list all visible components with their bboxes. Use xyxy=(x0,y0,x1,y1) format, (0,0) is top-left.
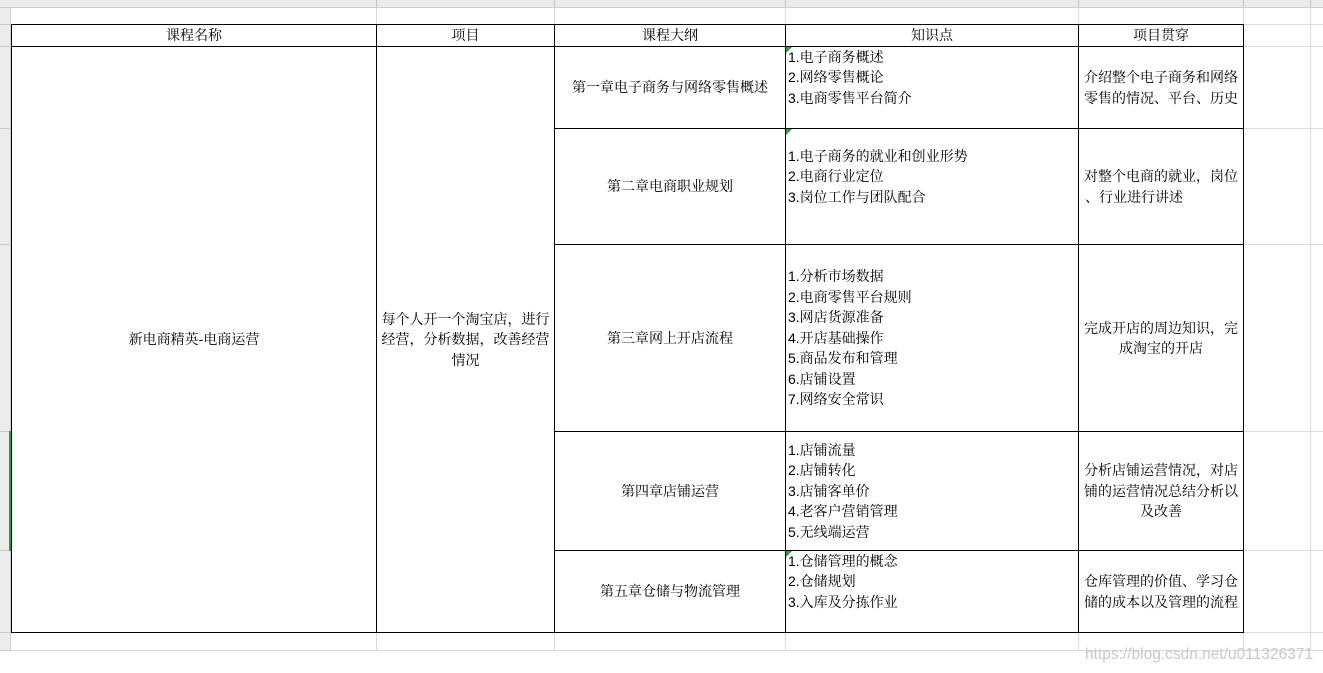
project-through-line: 完成开店的周边知识，完 xyxy=(1084,319,1238,336)
gridline xyxy=(785,8,786,24)
row-separator[interactable] xyxy=(0,650,10,651)
column-separator[interactable] xyxy=(785,0,786,7)
gridline xyxy=(1310,8,1311,651)
column-separator[interactable] xyxy=(1078,0,1079,7)
knowledge-point: 4.老客户营销管理 xyxy=(788,503,898,520)
gridline xyxy=(1244,128,1323,129)
knowledge-point: 7.网络安全常识 xyxy=(788,391,884,408)
gridline xyxy=(1244,431,1323,432)
knowledge-point: 2.电商零售平台规则 xyxy=(788,288,912,305)
outline-cell[interactable] xyxy=(555,432,786,551)
knowledge-point: 2.电商行业定位 xyxy=(788,168,884,185)
project-through-cell[interactable] xyxy=(1079,432,1244,551)
column-separator[interactable] xyxy=(376,0,377,7)
header-cell-knowledge-points[interactable] xyxy=(786,25,1079,47)
course-table xyxy=(11,24,1244,633)
gridline xyxy=(1244,550,1323,551)
column-separator[interactable] xyxy=(1310,0,1311,7)
chapter-title: 第四章店铺运营 xyxy=(621,482,719,499)
row-separator[interactable] xyxy=(0,244,10,245)
gridline xyxy=(785,633,786,650)
project-line: 经营，分析数据，改善经营 xyxy=(381,331,550,348)
project-line: 每个人开一个淘宝店，进行 xyxy=(381,310,550,327)
gridline xyxy=(1244,24,1323,25)
outline-cell[interactable] xyxy=(555,47,786,129)
project-line: 情况 xyxy=(451,351,480,368)
column-separator[interactable] xyxy=(1243,0,1244,7)
chapter-title: 第五章仓储与物流管理 xyxy=(600,583,740,600)
gridline xyxy=(554,633,555,650)
chapter-title: 第一章电子商务与网络零售概述 xyxy=(572,79,768,96)
knowledge-point: 3.电商零售平台简介 xyxy=(788,89,912,106)
project-through-line: 储的成本以及管理的流程 xyxy=(1084,593,1238,610)
error-indicator-icon[interactable] xyxy=(786,129,792,135)
chapter-title: 第三章网上开店流程 xyxy=(607,329,733,346)
watermark: https://blog.csdn.net/u011326371 xyxy=(1085,646,1314,663)
course-name-cell[interactable] xyxy=(12,47,377,633)
project-through-line: 分析店铺运营情况，对店 xyxy=(1084,462,1238,479)
header-label: 课程大纲 xyxy=(642,27,698,44)
header-cell-course-name[interactable] xyxy=(12,25,377,47)
outline-cell[interactable] xyxy=(555,551,786,633)
header-label: 项目 xyxy=(451,27,480,44)
row-separator[interactable] xyxy=(0,128,10,129)
knowledge-points-cell[interactable] xyxy=(786,245,1079,432)
project-through-line: 零售的情况、平台、历史 xyxy=(1084,89,1238,106)
gridline xyxy=(11,650,1244,651)
knowledge-points-cell[interactable] xyxy=(786,47,1079,129)
header-label: 项目贯穿 xyxy=(1133,27,1189,44)
knowledge-point: 1.仓储管理的概念 xyxy=(788,552,898,569)
row-separator[interactable] xyxy=(0,632,10,633)
knowledge-point: 3.岗位工作与团队配合 xyxy=(788,188,926,205)
header-label: 知识点 xyxy=(911,27,953,44)
knowledge-point: 5.无线端运营 xyxy=(788,523,870,540)
knowledge-point: 1.电子商务概述 xyxy=(788,48,884,65)
chapter-title: 第二章电商职业规划 xyxy=(607,178,733,195)
gridline xyxy=(1243,8,1244,24)
course-name: 新电商精英-电商运营 xyxy=(128,331,260,348)
error-indicator-icon[interactable] xyxy=(786,47,792,53)
knowledge-point: 1.电子商务的就业和创业形势 xyxy=(788,147,968,164)
outline-cell[interactable] xyxy=(555,129,786,245)
knowledge-point: 1.分析市场数据 xyxy=(788,268,884,285)
column-separator[interactable] xyxy=(554,0,555,7)
gridline xyxy=(376,633,377,650)
knowledge-point: 3.店铺客单价 xyxy=(788,482,870,499)
knowledge-point: 2.店铺转化 xyxy=(788,462,856,479)
knowledge-point: 1.店铺流量 xyxy=(788,441,856,458)
knowledge-points-cell[interactable] xyxy=(786,432,1079,551)
project-through-line: 介绍整个电子商务和网络 xyxy=(1084,69,1238,85)
project-through-line: 对整个电商的就业，岗位 xyxy=(1084,168,1238,184)
gridline xyxy=(1078,8,1079,24)
outline-cell[interactable] xyxy=(555,245,786,432)
project-through-cell[interactable] xyxy=(1079,47,1244,129)
gridline xyxy=(1244,46,1323,47)
header-label: 课程名称 xyxy=(166,27,222,44)
column-header-strip[interactable] xyxy=(0,0,1323,8)
gridline xyxy=(1244,632,1323,633)
row-separator[interactable] xyxy=(0,24,10,25)
knowledge-point: 3.入库及分拣作业 xyxy=(788,593,898,610)
knowledge-point: 2.仓储规划 xyxy=(788,573,856,590)
project-through-cell[interactable] xyxy=(1079,129,1244,245)
header-cell-outline[interactable] xyxy=(555,25,786,47)
project-through-cell[interactable] xyxy=(1079,551,1244,633)
error-indicator-icon[interactable] xyxy=(786,551,792,557)
knowledge-point: 4.开店基础操作 xyxy=(788,329,884,346)
header-cell-project[interactable] xyxy=(377,25,555,47)
gridline xyxy=(1078,633,1079,650)
knowledge-points-cell[interactable] xyxy=(786,129,1079,245)
project-through-cell[interactable] xyxy=(1079,245,1244,432)
gridline xyxy=(1244,244,1323,245)
project-through-line: 成淘宝的开店 xyxy=(1119,340,1203,356)
knowledge-point: 5.商品发布和管理 xyxy=(788,350,898,367)
header-cell-project-through[interactable] xyxy=(1079,25,1244,47)
project-through-line: 仓库管理的价值、学习仓 xyxy=(1084,573,1238,589)
row-header-strip[interactable] xyxy=(0,8,11,651)
project-through-line: 及改善 xyxy=(1140,503,1182,520)
knowledge-points-cell[interactable] xyxy=(786,551,1079,633)
row-separator[interactable] xyxy=(0,46,10,47)
knowledge-point: 2.网络零售概论 xyxy=(788,69,884,86)
project-cell[interactable] xyxy=(377,47,555,633)
knowledge-point: 3.网店货源准备 xyxy=(788,309,884,326)
gridline xyxy=(554,8,555,24)
project-through-line: 铺的运营情况总结分析以 xyxy=(1084,482,1238,499)
gridline xyxy=(376,8,377,24)
project-through-line: 、行业进行讲述 xyxy=(1085,188,1183,205)
knowledge-point: 6.店铺设置 xyxy=(788,370,856,387)
